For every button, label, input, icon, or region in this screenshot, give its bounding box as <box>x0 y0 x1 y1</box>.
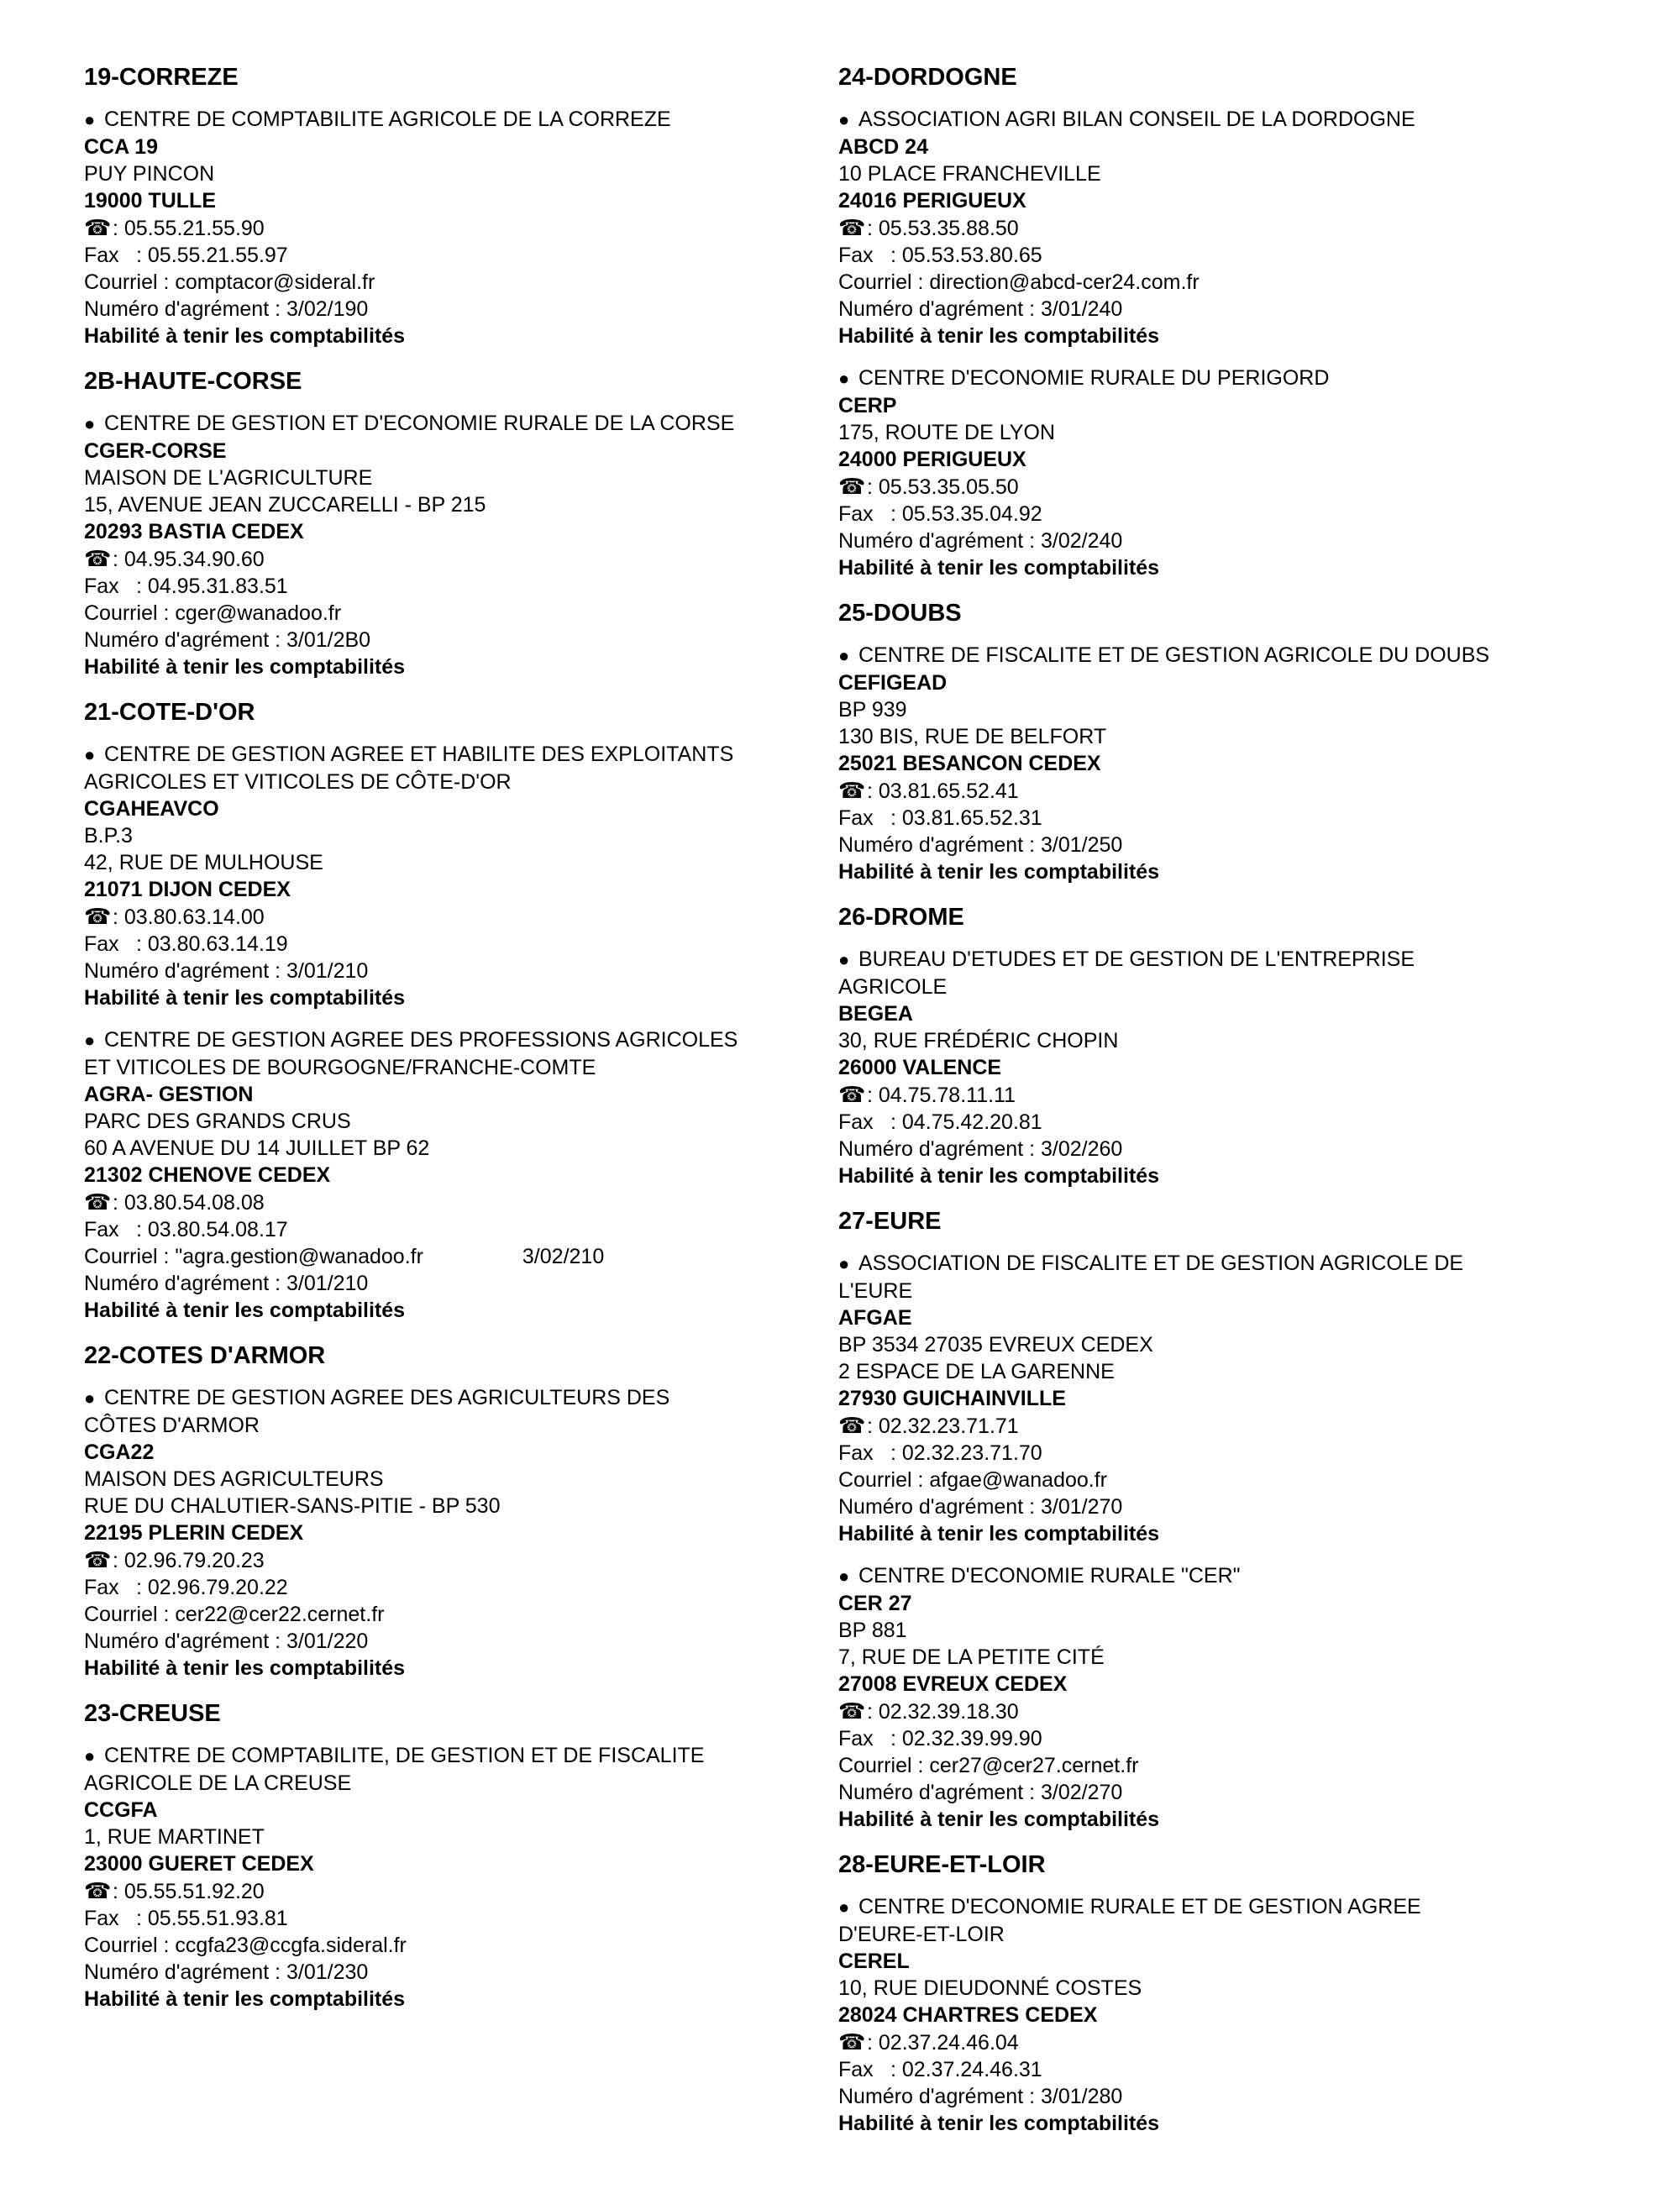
organization-name-continued: L'EURE <box>838 1279 913 1303</box>
address-line: 10 PLACE FRANCHEVILLE <box>838 162 1101 186</box>
organization-name-continued: AGRICOLE <box>838 975 948 999</box>
address-line: 60 A AVENUE DU 14 JUILLET BP 62 <box>84 1136 430 1160</box>
habilitation-note: Habilité à tenir les comptabilités <box>84 324 406 348</box>
address-line: 30, RUE FRÉDÉRIC CHOPIN <box>838 1029 1119 1052</box>
address-line: 15, AVENUE JEAN ZUCCARELLI - BP 215 <box>84 493 486 517</box>
fax-label: Fax <box>838 2058 874 2081</box>
phone-line <box>838 1698 1611 1725</box>
agrement-number: Numéro d'agrément : 3/01/250 <box>838 833 1123 857</box>
email-text: Courriel : cger@wanadoo.fr <box>84 601 342 625</box>
organization-entry <box>838 1893 1611 2137</box>
phone-line <box>838 214 1611 242</box>
phone-line <box>838 777 1611 805</box>
email-line <box>838 269 1611 296</box>
habilitation-note: Habilité à tenir les comptabilités <box>84 1987 406 2011</box>
fax-line <box>838 242 1611 269</box>
fax-number: : 02.96.79.20.22 <box>136 1576 288 1599</box>
department-heading: 23-CREUSE <box>84 1700 221 1727</box>
fax-line <box>84 931 857 958</box>
agrement-number: Numéro d'agrément : 3/02/270 <box>838 1781 1123 1804</box>
organization-name-continued: D'EURE-ET-LOIR <box>838 1923 1005 1946</box>
department-heading: 26-DROME <box>838 904 964 931</box>
postal-city: 27008 EVREUX CEDEX <box>838 1672 1068 1696</box>
organization-acronym: CGA22 <box>84 1441 155 1464</box>
telephone-icon: ☎ <box>84 904 112 929</box>
postal-city: 23000 GUERET CEDEX <box>84 1852 314 1876</box>
phone-line <box>84 1877 857 1905</box>
organization-name: ● CENTRE DE GESTION AGREE ET HABILITE DES EXPLOITANTS <box>84 741 857 769</box>
department-heading: 22-COTES D'ARMOR <box>84 1342 326 1369</box>
fax-number: : 03.80.54.08.17 <box>136 1218 288 1241</box>
phone-line <box>838 1412 1611 1440</box>
postal-city: 19000 TULLE <box>84 189 217 213</box>
postal-city: 24016 PERIGUEUX <box>838 189 1026 213</box>
telephone-icon: ☎ <box>84 1878 112 1903</box>
email-line <box>84 1932 857 1959</box>
agrement-number: Numéro d'agrément : 3/01/230 <box>84 1960 369 1984</box>
email-text: Courriel : ccgfa23@ccgfa.sideral.fr <box>84 1934 407 1957</box>
agrement-number: Numéro d'agrément : 3/01/270 <box>838 1495 1123 1519</box>
address-line: 2 ESPACE DE LA GARENNE <box>838 1360 1115 1383</box>
organization-entry <box>84 1384 857 1682</box>
address-line: 10, RUE DIEUDONNÉ COSTES <box>838 1976 1142 2000</box>
left-column <box>84 60 857 2028</box>
fax-number: : 03.80.63.14.19 <box>136 932 288 956</box>
organization-name: ● CENTRE DE COMPTABILITE AGRICOLE DE LA CORREZE <box>84 106 857 134</box>
organization-acronym: AGRA- GESTION <box>84 1083 254 1106</box>
phone-number: : 02.37.24.46.04 <box>867 2031 1019 2055</box>
fax-number: : 02.32.23.71.70 <box>890 1441 1042 1465</box>
organization-entry <box>84 1026 857 1324</box>
email-line <box>838 1467 1611 1493</box>
phone-number: : 02.96.79.20.23 <box>113 1549 265 1572</box>
organization-acronym: CCGFA <box>84 1798 158 1822</box>
address-line: BP 939 <box>838 698 907 722</box>
department-heading: 25-DOUBS <box>838 600 962 627</box>
phone-number: : 05.53.35.05.50 <box>867 475 1019 499</box>
habilitation-note: Habilité à tenir les comptabilités <box>838 860 1160 884</box>
organization-name: ● CENTRE DE GESTION AGREE DES AGRICULTEURS DES <box>84 1384 857 1412</box>
agrement-number: Numéro d'agrément : 3/02/190 <box>84 297 369 321</box>
habilitation-note: Habilité à tenir les comptabilités <box>84 1299 406 1322</box>
organization-entry <box>838 642 1611 885</box>
phone-number: : 05.55.51.92.20 <box>113 1880 265 1903</box>
fax-line <box>838 2056 1611 2083</box>
email-text: Courriel : cer27@cer27.cernet.fr <box>838 1754 1139 1777</box>
fax-number: : 05.55.21.55.97 <box>136 244 288 267</box>
address-line: BP 3534 27035 EVREUX CEDEX <box>838 1333 1153 1357</box>
organization-entry <box>838 365 1611 581</box>
postal-city: 25021 BESANCON CEDEX <box>838 752 1101 775</box>
email-text: Courriel : cer22@cer22.cernet.fr <box>84 1603 385 1626</box>
organization-entry <box>838 1250 1611 1547</box>
phone-number: : 04.75.78.11.11 <box>867 1084 1016 1107</box>
organization-acronym: CERP <box>838 394 897 417</box>
fax-line <box>838 1109 1611 1136</box>
organization-acronym: CER 27 <box>838 1592 912 1615</box>
fax-label: Fax <box>838 1727 874 1750</box>
department-heading: 21-COTE-D'OR <box>84 699 255 726</box>
organization-name: ● CENTRE DE GESTION ET D'ECONOMIE RURALE DE LA CORSE <box>84 410 857 438</box>
department-heading: 24-DORDOGNE <box>838 64 1017 91</box>
fax-line <box>838 1725 1611 1752</box>
phone-number: : 02.32.23.71.71 <box>867 1414 1019 1438</box>
habilitation-note: Habilité à tenir les comptabilités <box>84 655 406 679</box>
phone-number: : 03.81.65.52.41 <box>867 779 1019 803</box>
fax-number: : 02.32.39.99.90 <box>890 1727 1042 1750</box>
fax-label: Fax <box>84 1576 119 1599</box>
phone-number: : 04.95.34.90.60 <box>113 548 265 571</box>
organization-name: ● CENTRE D'ECONOMIE RURALE "CER" <box>838 1562 1611 1590</box>
fax-label: Fax <box>84 244 119 267</box>
postal-city: 28024 CHARTRES CEDEX <box>838 2003 1098 2027</box>
address-line: 42, RUE DE MULHOUSE <box>84 851 323 874</box>
telephone-icon: ☎ <box>838 474 866 499</box>
organization-entry <box>838 946 1611 1189</box>
address-line: 7, RUE DE LA PETITE CITÉ <box>838 1645 1105 1669</box>
telephone-icon: ☎ <box>84 546 112 571</box>
fax-label: Fax <box>84 1218 119 1241</box>
right-column <box>838 60 1611 2152</box>
habilitation-note: Habilité à tenir les comptabilités <box>838 2112 1160 2135</box>
phone-line <box>84 1546 857 1574</box>
postal-city: 22195 PLERIN CEDEX <box>84 1521 304 1545</box>
fax-number: : 04.95.31.83.51 <box>136 575 288 598</box>
phone-line <box>84 214 857 242</box>
agrement-number: Numéro d'agrément : 3/01/210 <box>84 1272 369 1295</box>
organization-acronym: CGAHEAVCO <box>84 797 219 821</box>
fax-line <box>84 1574 857 1601</box>
fax-label: Fax <box>838 1441 874 1465</box>
postal-city: 21302 CHENOVE CEDEX <box>84 1163 331 1187</box>
organization-name-continued: ET VITICOLES DE BOURGOGNE/FRANCHE-COMTE <box>84 1056 596 1079</box>
email-text: Courriel : afgae@wanadoo.fr <box>838 1468 1107 1492</box>
organization-entry <box>84 1742 857 2013</box>
postal-city: 27930 GUICHAINVILLE <box>838 1387 1066 1410</box>
agrement-number: Numéro d'agrément : 3/01/280 <box>838 2085 1123 2108</box>
email-line <box>84 1601 857 1628</box>
phone-line <box>84 1189 857 1216</box>
organization-acronym: AFGAE <box>838 1306 912 1330</box>
phone-line <box>838 1081 1611 1109</box>
organization-entry <box>838 1562 1611 1833</box>
phone-number: : 03.80.63.14.00 <box>113 905 265 929</box>
organization-acronym: CEREL <box>838 1950 910 1973</box>
habilitation-note: Habilité à tenir les comptabilités <box>838 1164 1160 1188</box>
organization-name-continued: CÔTES D'ARMOR <box>84 1414 260 1437</box>
organization-entry <box>84 741 857 1011</box>
phone-number: : 05.53.35.88.50 <box>867 217 1019 240</box>
postal-city: 21071 DIJON CEDEX <box>84 878 291 901</box>
telephone-icon: ☎ <box>838 215 866 240</box>
organization-name: ● BUREAU D'ETUDES ET DE GESTION DE L'ENTREPRISE <box>838 946 1611 974</box>
email-line <box>838 1752 1611 1779</box>
habilitation-note: Habilité à tenir les comptabilités <box>84 1656 406 1680</box>
fax-number: : 02.37.24.46.31 <box>890 2058 1042 2081</box>
organization-name: ● ASSOCIATION AGRI BILAN CONSEIL DE LA DORDOGNE <box>838 106 1611 134</box>
organization-name: ● CENTRE D'ECONOMIE RURALE DU PERIGORD <box>838 365 1611 392</box>
organization-name: ● CENTRE DE COMPTABILITE, DE GESTION ET DE FISCALITE <box>84 1742 857 1770</box>
fax-number: : 05.55.51.93.81 <box>136 1907 288 1930</box>
telephone-icon: ☎ <box>84 1547 112 1572</box>
fax-label: Fax <box>838 502 874 526</box>
address-line: B.P.3 <box>84 824 133 848</box>
fax-number: : 03.81.65.52.31 <box>890 806 1042 830</box>
address-line: 175, ROUTE DE LYON <box>838 421 1055 444</box>
fax-number: : 05.53.53.80.65 <box>890 244 1042 267</box>
fax-line <box>838 805 1611 832</box>
agrement-number: Numéro d'agrément : 3/01/210 <box>84 959 369 983</box>
fax-line <box>84 573 857 600</box>
organization-name: ● CENTRE DE GESTION AGREE DES PROFESSIONS AGRICOLES <box>84 1026 857 1054</box>
department-heading: 19-CORREZE <box>84 64 239 91</box>
email-text: Courriel : "agra.gestion@wanadoo.fr <box>84 1245 423 1268</box>
fax-line <box>838 1440 1611 1467</box>
phone-line <box>84 903 857 931</box>
email-text: Courriel : comptacor@sideral.fr <box>84 270 375 294</box>
organization-acronym: CEFIGEAD <box>838 671 948 695</box>
address-line: PUY PINCON <box>84 162 215 186</box>
phone-number: : 03.80.54.08.08 <box>113 1191 265 1215</box>
habilitation-note: Habilité à tenir les comptabilités <box>838 556 1160 580</box>
habilitation-note: Habilité à tenir les comptabilités <box>838 1522 1160 1546</box>
address-line: MAISON DES AGRICULTEURS <box>84 1467 384 1491</box>
organization-entry <box>84 410 857 680</box>
email-extra-note: 3/02/210 <box>522 1245 605 1268</box>
agrement-number: Numéro d'agrément : 3/01/220 <box>84 1630 369 1653</box>
organization-entry <box>84 106 857 349</box>
organization-acronym: CCA 19 <box>84 135 158 159</box>
fax-line <box>84 1216 857 1243</box>
organization-name-continued: AGRICOLE DE LA CREUSE <box>84 1771 352 1795</box>
agrement-number: Numéro d'agrément : 3/01/240 <box>838 297 1123 321</box>
organization-name-continued: AGRICOLES ET VITICOLES DE CÔTE-D'OR <box>84 770 512 794</box>
fax-label: Fax <box>84 575 119 598</box>
telephone-icon: ☎ <box>838 778 866 803</box>
habilitation-note: Habilité à tenir les comptabilités <box>838 1808 1160 1831</box>
fax-label: Fax <box>84 932 119 956</box>
habilitation-note: Habilité à tenir les comptabilités <box>84 986 406 1010</box>
organization-name: ● CENTRE DE FISCALITE ET DE GESTION AGRICOLE DU DOUBS <box>838 642 1611 669</box>
fax-label: Fax <box>84 1907 119 1930</box>
address-line: PARC DES GRANDS CRUS <box>84 1110 351 1133</box>
address-line: MAISON DE L'AGRICULTURE <box>84 466 373 490</box>
fax-label: Fax <box>838 806 874 830</box>
telephone-icon: ☎ <box>838 1413 866 1438</box>
agrement-number: Numéro d'agrément : 3/02/240 <box>838 529 1123 553</box>
fax-line <box>84 1905 857 1932</box>
habilitation-note: Habilité à tenir les comptabilités <box>838 324 1160 348</box>
fax-line <box>84 242 857 269</box>
agrement-number: Numéro d'agrément : 3/01/2B0 <box>84 628 371 652</box>
address-line: RUE DU CHALUTIER-SANS-PITIE - BP 530 <box>84 1494 501 1518</box>
email-line <box>84 1243 857 1270</box>
organization-name: ● CENTRE D'ECONOMIE RURALE ET DE GESTION AGREE <box>838 1893 1611 1921</box>
postal-city: 26000 VALENCE <box>838 1056 1002 1079</box>
fax-label: Fax <box>838 1110 874 1134</box>
phone-line <box>838 2028 1611 2056</box>
address-line: BP 881 <box>838 1619 907 1642</box>
phone-number: : 02.32.39.18.30 <box>867 1700 1019 1724</box>
telephone-icon: ☎ <box>838 2029 866 2055</box>
fax-number: : 04.75.42.20.81 <box>890 1110 1042 1134</box>
fax-line <box>838 501 1611 527</box>
telephone-icon: ☎ <box>84 215 112 240</box>
organization-name: ● ASSOCIATION DE FISCALITE ET DE GESTION AGRICOLE DE <box>838 1250 1611 1278</box>
phone-line <box>84 545 857 573</box>
organization-acronym: CGER-CORSE <box>84 439 227 463</box>
phone-line <box>838 473 1611 501</box>
email-line <box>84 269 857 296</box>
agrement-number: Numéro d'agrément : 3/02/260 <box>838 1137 1123 1161</box>
organization-acronym: ABCD 24 <box>838 135 928 159</box>
telephone-icon: ☎ <box>84 1189 112 1215</box>
organization-acronym: BEGEA <box>838 1002 913 1026</box>
telephone-icon: ☎ <box>838 1082 866 1107</box>
organization-entry <box>838 106 1611 349</box>
telephone-icon: ☎ <box>838 1698 866 1724</box>
address-line: 1, RUE MARTINET <box>84 1825 265 1849</box>
fax-label: Fax <box>838 244 874 267</box>
email-line <box>84 600 857 627</box>
fax-number: : 05.53.35.04.92 <box>890 502 1042 526</box>
department-heading: 28-EURE-ET-LOIR <box>838 1851 1046 1878</box>
department-heading: 27-EURE <box>838 1208 942 1235</box>
department-heading: 2B-HAUTE-CORSE <box>84 368 302 395</box>
postal-city: 24000 PERIGUEUX <box>838 448 1026 471</box>
phone-number: : 05.55.21.55.90 <box>113 217 265 240</box>
email-text: Courriel : direction@abcd-cer24.com.fr <box>838 270 1200 294</box>
postal-city: 20293 BASTIA CEDEX <box>84 520 304 543</box>
address-line: 130 BIS, RUE DE BELFORT <box>838 725 1107 748</box>
